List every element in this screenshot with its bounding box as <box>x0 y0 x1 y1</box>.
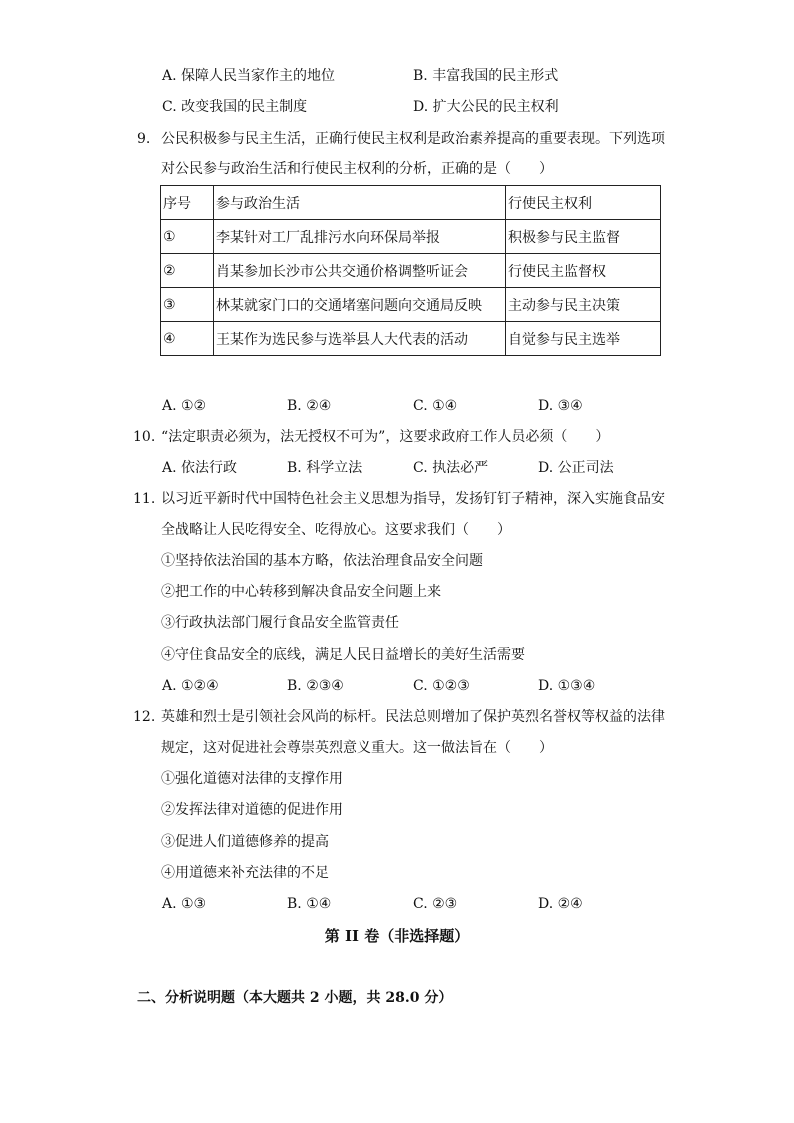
q12-item-4: ④用道德来补充法律的不足 <box>161 865 329 881</box>
q12-option-d: D. ②④ <box>538 896 583 912</box>
q11-number: 11. <box>133 491 156 507</box>
table-header-cell: 行使民主权利 <box>506 186 661 220</box>
table-cell: 王某作为选民参与选举县人大代表的活动 <box>214 322 506 356</box>
q10-option-b: B. 科学立法 <box>287 460 363 476</box>
q9-option-a: A. ①② <box>162 398 207 414</box>
q8-option-c: C. 改变我国的民主制度 <box>162 99 308 115</box>
section-title: 第 II 卷（非选择题） <box>324 927 470 945</box>
q11-item-3: ③行政执法部门履行食品安全监管责任 <box>161 615 399 631</box>
q10-option-a: A. 依法行政 <box>162 460 238 476</box>
q9-stem-line-2: 对公民参与政治生活和行使民主权利的分析，正确的是（ ） <box>161 161 553 177</box>
q10-option-c: C. 执法必严 <box>413 460 489 476</box>
q11-stem-line-1: 以习近平新时代中国特色社会主义思想为指导，发扬钉钉子精神，深入实施食品安 <box>161 491 665 507</box>
q12-option-c: C. ②③ <box>413 896 458 912</box>
table-cell: 主动参与民主决策 <box>506 288 661 322</box>
q10-number: 10. <box>133 429 156 445</box>
q10-stem: “法定职责必须为，法无授权不可为”，这要求政府工作人员必须（ ） <box>161 429 610 445</box>
table-cell: 行使民主监督权 <box>506 254 661 288</box>
q9-option-b: B. ②④ <box>287 398 332 414</box>
table-header-cell: 参与政治生活 <box>214 186 506 220</box>
table-row <box>161 220 661 254</box>
table-header-cell: 序号 <box>161 186 214 220</box>
table-header-row <box>161 186 661 220</box>
q9-option-d: D. ③④ <box>538 398 583 414</box>
q12-stem-line-1: 英雄和烈士是引领社会风尚的标杆。民法总则增加了保护英烈名誉权等权益的法律 <box>161 709 665 725</box>
q8-option-a: A. 保障人民当家作主的地位 <box>162 68 336 84</box>
table-cell: ④ <box>161 322 214 356</box>
q8-option-d: D. 扩大公民的民主权利 <box>413 99 559 115</box>
q10-option-d: D. 公正司法 <box>538 460 614 476</box>
q12-stem-line-2: 规定，这对促进社会尊崇英烈意义重大。这一做法旨在（ ） <box>161 740 553 756</box>
table-cell: ① <box>161 220 214 254</box>
table-row <box>161 322 661 356</box>
q12-option-a: A. ①③ <box>162 896 207 912</box>
table-cell: ③ <box>161 288 214 322</box>
q12-number: 12. <box>133 709 156 725</box>
q9-option-c: C. ①④ <box>413 398 458 414</box>
q9-stem-line-1: 公民积极参与民主生活，正确行使民主权利是政治素养提高的重要表现。下列选项 <box>161 131 665 147</box>
q11-item-2: ②把工作的中心转移到解决食品安全问题上来 <box>161 584 441 600</box>
table-row <box>161 288 661 322</box>
q11-item-4: ④守住食品安全的底线，满足人民日益增长的美好生活需要 <box>161 647 525 663</box>
q11-option-d: D. ①③④ <box>538 678 596 694</box>
q12-item-2: ②发挥法律对道德的促进作用 <box>161 802 343 818</box>
q11-item-1: ①坚持依法治国的基本方略，依法治理食品安全问题 <box>161 553 483 569</box>
q11-option-c: C. ①②③ <box>413 678 470 694</box>
table-cell: ② <box>161 254 214 288</box>
q12-item-1: ①强化道德对法律的支撑作用 <box>161 771 343 787</box>
part-title: 二、分析说明题（本大题共 2 小题，共 28.0 分） <box>137 990 453 1006</box>
table-cell: 肖某参加长沙市公共交通价格调整听证会 <box>214 254 506 288</box>
q11-option-b: B. ②③④ <box>287 678 344 694</box>
table-cell: 李某针对工厂乱排污水向环保局举报 <box>214 220 506 254</box>
table-cell: 积极参与民主监督 <box>506 220 661 254</box>
q8-option-b: B. 丰富我国的民主形式 <box>413 68 559 84</box>
q11-stem-line-2: 全战略让人民吃得安全、吃得放心。这要求我们（ ） <box>161 522 511 538</box>
table-cell: 自觉参与民主选举 <box>506 322 661 356</box>
table-cell: 林某就家门口的交通堵塞问题向交通局反映 <box>214 288 506 322</box>
q9-number: 9. <box>137 131 151 147</box>
q11-option-a: A. ①②④ <box>162 678 219 694</box>
table-row <box>161 254 661 288</box>
q9-table <box>160 185 661 356</box>
q12-item-3: ③促进人们道德修养的提高 <box>161 834 329 850</box>
q12-option-b: B. ①④ <box>287 896 332 912</box>
